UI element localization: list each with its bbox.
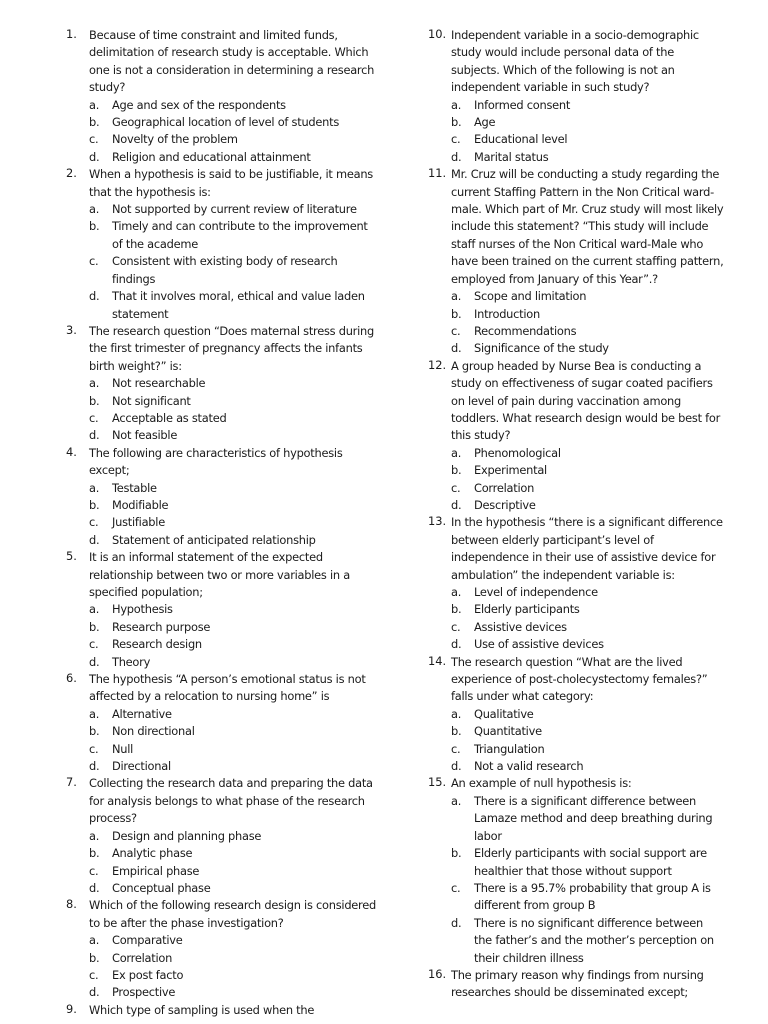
question-text: It is an informal statement of the expected relationship between two or more variables in a specified population; — [89, 550, 350, 599]
option-text: Null — [112, 741, 134, 756]
option-text: Research purpose — [112, 619, 211, 634]
answer-option — [89, 619, 376, 636]
answer-option — [89, 131, 376, 148]
option-text: Informed consent — [474, 97, 571, 112]
option-letter: d. — [451, 149, 462, 164]
option-text: Triangulation — [474, 741, 545, 756]
question-number: 5. — [66, 549, 77, 564]
option-letter: a. — [89, 480, 100, 495]
answer-option — [451, 636, 724, 653]
option-letter: a. — [451, 97, 462, 112]
question-text: Which type of sampling is used when the — [89, 1002, 315, 1017]
answer-option — [451, 880, 724, 915]
question-text: An example of null hypothesis is: — [451, 776, 632, 791]
question-text: Collecting the research data and preparing the data for analysis belongs to what phase of the research process? — [89, 776, 373, 826]
question-item — [66, 897, 376, 1001]
option-letter: d. — [451, 341, 462, 356]
option-text: Phenomological — [474, 445, 561, 460]
option-text: Testable — [112, 480, 157, 495]
question-text: When a hypothesis is said to be justifiable, it means that the hypothesis is: — [89, 167, 373, 199]
option-text: Not significant — [112, 393, 191, 408]
option-text: Consistent with existing body of research findings — [112, 254, 338, 286]
option-letter: a. — [89, 602, 100, 617]
answer-option — [89, 932, 376, 949]
option-text: Quantitative — [474, 724, 542, 739]
option-text: Ex post facto — [112, 967, 184, 982]
answer-option — [89, 497, 376, 514]
option-letter: c. — [451, 880, 461, 895]
option-letter: c. — [451, 741, 461, 756]
option-letter: c. — [451, 480, 461, 495]
question-text: Which of the following research design is considered to be after the phase investigation? — [89, 898, 376, 930]
answer-option — [89, 636, 376, 653]
option-letter: b. — [89, 219, 100, 234]
answer-option — [89, 114, 376, 131]
option-letter: b. — [451, 846, 462, 861]
answer-option — [89, 880, 376, 897]
answer-option — [451, 845, 724, 880]
option-letter: b. — [89, 724, 100, 739]
question-number: 16. — [428, 966, 447, 981]
question-number: 2. — [66, 166, 77, 181]
option-text: Timely and can contribute to the improvement of the academe — [112, 219, 368, 251]
option-letter: d. — [89, 289, 100, 304]
question-number: 7. — [66, 775, 77, 790]
option-letter: a. — [89, 933, 100, 948]
option-text: Alternative — [112, 706, 172, 721]
option-letter: c. — [89, 410, 99, 425]
answer-option — [89, 201, 376, 218]
question-text: Mr. Cruz will be conducting a study regarding the current Staffing Pattern in the Non Critical ward-male. Which part of Mr. Cruz study will most likely include this statement? “This study will include staff nurses of the Non Critical ward-Male who have been trained on the current staffing pattern, employed from January of this Year”.? — [451, 167, 724, 286]
question-item — [66, 445, 376, 549]
question-text: The research question “What are the lived experience of post-cholecystectomy females?” falls under what category: — [451, 654, 708, 704]
option-text: Introduction — [474, 306, 540, 321]
option-letter: d. — [89, 428, 100, 443]
option-letter: b. — [451, 724, 462, 739]
answer-option — [89, 253, 376, 288]
option-text: Research design — [112, 637, 202, 652]
answer-option — [89, 218, 376, 253]
option-text: Scope and limitation — [474, 289, 587, 304]
answer-option — [451, 601, 724, 618]
question-item — [66, 27, 376, 166]
option-letter: b. — [451, 463, 462, 478]
option-text: Not researchable — [112, 376, 206, 391]
option-text: Modifiable — [112, 497, 169, 512]
option-letter: b. — [451, 306, 462, 321]
answer-option — [89, 758, 376, 775]
option-letter: c. — [89, 741, 99, 756]
answer-option — [451, 97, 724, 114]
option-text: Hypothesis — [112, 602, 173, 617]
option-letter: d. — [451, 759, 462, 774]
answer-option — [89, 532, 376, 549]
answer-option — [451, 480, 724, 497]
question-number: 1. — [66, 27, 77, 41]
answer-option — [89, 288, 376, 323]
question-text: In the hypothesis “there is a significant difference between elderly participant’s level of independence in their use of assistive device for ambulation” the independent variable is: — [451, 515, 723, 582]
option-text: Correlation — [474, 480, 535, 495]
question-number: 3. — [66, 322, 77, 337]
question-text: A group headed by Nurse Bea is conducting a study on effectiveness of sugar coated pacifiers on level of pain during vaccination among toddlers. What research design would be best for this study? — [451, 358, 721, 443]
option-letter: a. — [451, 289, 462, 304]
option-text: Geographical location of level of students — [112, 115, 340, 130]
answer-option — [451, 723, 724, 740]
question-item — [66, 775, 376, 897]
answer-option — [89, 967, 376, 984]
option-text: Novelty of the problem — [112, 132, 238, 147]
option-letter: c. — [89, 637, 99, 652]
option-text: Use of assistive devices — [474, 637, 604, 652]
question-number: 9. — [66, 1001, 77, 1016]
option-text: Acceptable as stated — [112, 410, 227, 425]
option-letter: c. — [451, 619, 461, 634]
answer-option — [451, 584, 724, 601]
option-letter: a. — [451, 445, 462, 460]
answer-option — [89, 706, 376, 723]
question-number: 12. — [428, 357, 447, 372]
option-text: Religion and educational attainment — [112, 149, 311, 164]
question-item — [66, 323, 376, 445]
option-text: Directional — [112, 759, 171, 774]
answer-option — [451, 306, 724, 323]
question-text: Because of time constraint and limited funds, delimitation of research study is acceptable. Which one is not a consideration in determining a research study? — [89, 28, 375, 95]
option-text: Elderly participants with social support are healthier that those without support — [474, 846, 707, 878]
question-text: Independent variable in a socio-demographic study would include personal data of the subjects. Which of the following is not an independent variable in such study? — [451, 28, 699, 95]
answer-option — [89, 601, 376, 618]
option-text: Correlation — [112, 950, 173, 965]
option-text: Not a valid research — [474, 759, 584, 774]
answer-option — [89, 863, 376, 880]
answer-option — [89, 375, 376, 392]
question-number: 15. — [428, 775, 447, 790]
answer-option — [451, 323, 724, 340]
option-letter: b. — [89, 950, 100, 965]
answer-option — [89, 480, 376, 497]
option-text: Analytic phase — [112, 846, 193, 861]
answer-option — [451, 758, 724, 775]
answer-option — [89, 984, 376, 1001]
option-text: Experimental — [474, 463, 547, 478]
option-text: Comparative — [112, 933, 183, 948]
question-item — [66, 1002, 376, 1019]
question-item — [66, 549, 376, 671]
question-item — [66, 671, 376, 775]
option-letter: d. — [451, 915, 462, 930]
option-text: Educational level — [474, 132, 568, 147]
option-letter: c. — [451, 132, 461, 147]
option-text: Age — [474, 115, 496, 130]
left-column — [66, 27, 376, 1019]
option-letter: a. — [451, 793, 462, 808]
option-letter: d. — [89, 149, 100, 164]
question-text: The following are characteristics of hypothesis except; — [89, 445, 343, 478]
question-number: 11. — [428, 166, 447, 181]
option-letter: b. — [451, 602, 462, 617]
answer-option — [451, 706, 724, 723]
answer-option — [89, 427, 376, 444]
question-item — [428, 358, 724, 515]
option-letter: d. — [89, 759, 100, 774]
option-letter: b. — [451, 115, 462, 130]
option-letter: b. — [89, 846, 100, 861]
option-text: Conceptual phase — [112, 880, 211, 895]
option-text: Justifiable — [112, 515, 165, 530]
question-item — [428, 967, 724, 1002]
question-item — [428, 27, 724, 166]
question-item — [428, 775, 724, 966]
right-column — [428, 27, 724, 1002]
answer-option — [451, 288, 724, 305]
answer-option — [89, 741, 376, 758]
option-text: Design and planning phase — [112, 828, 262, 843]
option-letter: c. — [89, 967, 99, 982]
answer-option — [451, 741, 724, 758]
option-text: Significance of the study — [474, 341, 609, 356]
option-text: That it involves moral, ethical and value laden statement — [112, 289, 365, 321]
option-text: Elderly participants — [474, 602, 580, 617]
answer-option — [89, 828, 376, 845]
answer-option — [451, 114, 724, 131]
option-letter: d. — [451, 637, 462, 652]
option-text: Statement of anticipated relationship — [112, 532, 316, 547]
answer-option — [451, 915, 724, 967]
question-number: 4. — [66, 444, 77, 459]
question-text: The primary reason why findings from nursing researches should be disseminated except; — [451, 967, 704, 1000]
option-letter: a. — [89, 706, 100, 721]
option-text: Qualitative — [474, 706, 534, 721]
question-number: 14. — [428, 653, 447, 668]
option-letter: d. — [89, 532, 100, 547]
answer-option — [89, 950, 376, 967]
question-number: 8. — [66, 897, 77, 912]
answer-option — [451, 149, 724, 166]
option-text: Recommendations — [474, 323, 577, 338]
answer-option — [89, 97, 376, 114]
option-text: Prospective — [112, 985, 176, 1000]
answer-option — [89, 723, 376, 740]
option-letter: c. — [89, 863, 99, 878]
option-letter: b. — [89, 619, 100, 634]
answer-option — [89, 393, 376, 410]
question-item — [66, 166, 376, 323]
option-letter: d. — [89, 880, 100, 895]
option-letter: b. — [89, 393, 100, 408]
option-text: Marital status — [474, 149, 549, 164]
option-text: Assistive devices — [474, 619, 567, 634]
option-letter: a. — [89, 376, 100, 391]
question-number: 6. — [66, 671, 77, 686]
option-text: Not feasible — [112, 428, 178, 443]
question-item — [428, 514, 724, 653]
option-text: Descriptive — [474, 497, 536, 512]
question-text: The hypothesis “A person’s emotional status is not affected by a relocation to nursing home” is — [89, 672, 366, 704]
option-letter: c. — [89, 515, 99, 530]
option-text: Age and sex of the respondents — [112, 97, 286, 112]
option-text: Empirical phase — [112, 863, 200, 878]
answer-option — [89, 149, 376, 166]
answer-option — [451, 497, 724, 514]
question-item — [428, 654, 724, 776]
option-text: Not supported by current review of literature — [112, 202, 357, 217]
question-number: 10. — [428, 27, 447, 41]
option-text: There is a 95.7% probability that group A is different from group B — [474, 880, 711, 913]
answer-option — [89, 514, 376, 531]
option-letter: b. — [89, 497, 100, 512]
option-letter: a. — [451, 585, 462, 599]
option-text: Level of independence — [474, 585, 598, 599]
option-letter: a. — [89, 202, 100, 217]
option-letter: b. — [89, 115, 100, 130]
question-text: The research question “Does maternal stress during the first trimester of pregnancy affects the infants birth weight?” is: — [89, 323, 374, 373]
option-letter: a. — [451, 706, 462, 721]
answer-option — [451, 340, 724, 357]
option-text: Theory — [112, 654, 151, 669]
answer-option — [451, 445, 724, 462]
answer-option — [89, 845, 376, 862]
answer-option — [89, 410, 376, 427]
answer-option — [451, 793, 724, 845]
answer-option — [89, 654, 376, 671]
option-text: There is a significant difference between Lamaze method and deep breathing during labor — [474, 793, 713, 843]
option-text: There is no significant difference between the father’s and the mother’s perception on their children illness — [474, 915, 714, 965]
option-letter: c. — [89, 132, 99, 147]
question-number: 13. — [428, 514, 447, 529]
answer-option — [451, 619, 724, 636]
option-letter: c. — [89, 254, 99, 269]
question-item — [428, 166, 724, 357]
option-letter: d. — [89, 985, 100, 1000]
option-letter: a. — [89, 97, 100, 112]
option-letter: a. — [89, 828, 100, 843]
option-letter: c. — [451, 323, 461, 338]
option-letter: d. — [451, 497, 462, 512]
option-letter: d. — [89, 654, 100, 669]
answer-option — [451, 462, 724, 479]
answer-option — [451, 131, 724, 148]
option-text: Non directional — [112, 724, 195, 739]
